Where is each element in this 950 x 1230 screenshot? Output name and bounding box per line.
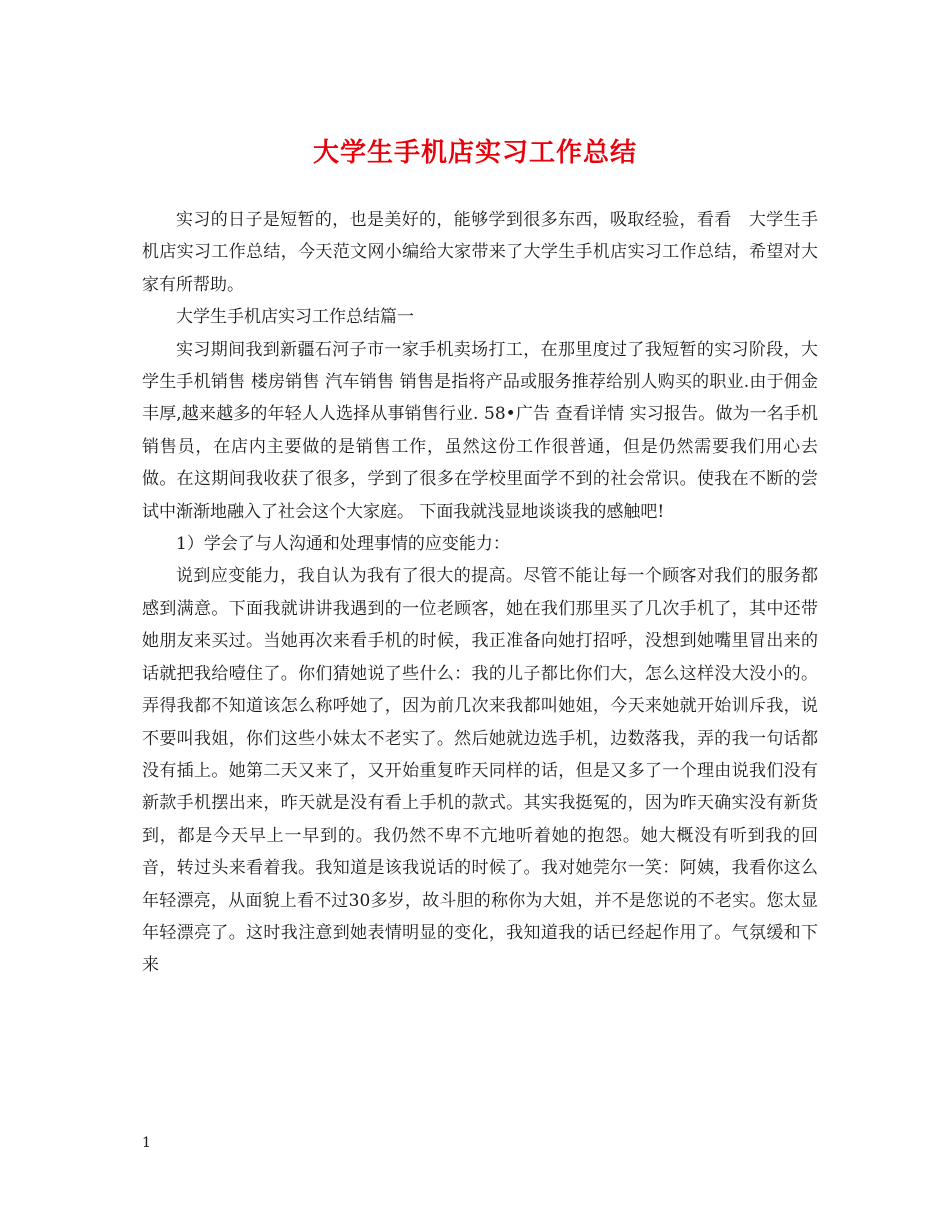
document-body (142, 204, 818, 982)
intro-paragraph: 实习的日子是短暂的，也是美好的，能够学到很多东西，吸取经验，看看 大学生手机店实习工作总结，今天范文网小编给大家带来了大学生手机店实习工作总结，希望对大家有所帮助。 (142, 210, 818, 295)
page-number: 1 (142, 1135, 151, 1151)
list-heading: 1）学会了与人沟通和处理事情的应变能力： (176, 534, 510, 555)
section-heading: 大学生手机店实习工作总结篇一 (176, 307, 414, 328)
body-paragraph: 实习期间我到新疆石河子市一家手机卖场打工，在那里度过了我短暂的实习阶段，大学生手机销售 楼房销售 汽车销售 销售是指将产品或服务推荐给别人购买的职业.由于佣金丰厚,越来越多的年轻人人选择从事销售行业. 58•广告 查看详情 实习报告。做为一名手机销售员，在店内主要做的是销售工作，虽然这份工作很普通，但是仍然需要我们用心去做。在这期间我收获了很多，学到了很多在学校里面学不到的社会常识。使我在不断的尝试中渐渐地融入了社会这个大家庭。 下面我就浅显地谈谈我的感触吧! (142, 339, 818, 522)
body-paragraph: 说到应变能力，我自认为我有了很大的提高。尽管不能让每一个顾客对我们的服务都感到满意。下面我就讲讲我遇到的一位老顾客，她在我们那里买了几次手机了，其中还带她朋友来买过。当她再次来看手机的时候，我正准备向她打招呼，没想到她嘴里冒出来的话就把我给噎住了。你们猜她说了些什么：我的儿子都比你们大，怎么这样没大没小的。弄得我都不知道该怎么称呼她了，因为前几次来我都叫她姐，今天来她就开始训斥我，说不要叫我姐，你们这些小妹太不老实了。然后她就边选手机，边数落我，弄的我一句话都没有插上。她第二天又来了，又开始重复昨天同样的话，但是又多了一个理由说我们没有新款手机摆出来，昨天就是没有看上手机的款式。其实我挺冤的，因为昨天确实没有新货到，都是今天早上一早到的。我仍然不卑不亢地听着她的抱怨。她大概没有听到我的回音，转过头来看着我。我知道是该我说话的时候了。我对她莞尔一笑：阿姨，我看你这么年轻漂亮，从面貌上看不过30多岁，故斗胆的称你为大姐，并不是您说的不老实。您太显年轻漂亮了。这时我注意到她表情明显的变化，我知道我的话已经起作用了。气氛缓和下来 (142, 566, 818, 976)
document-title: 大学生手机店实习工作总结 (312, 138, 637, 168)
